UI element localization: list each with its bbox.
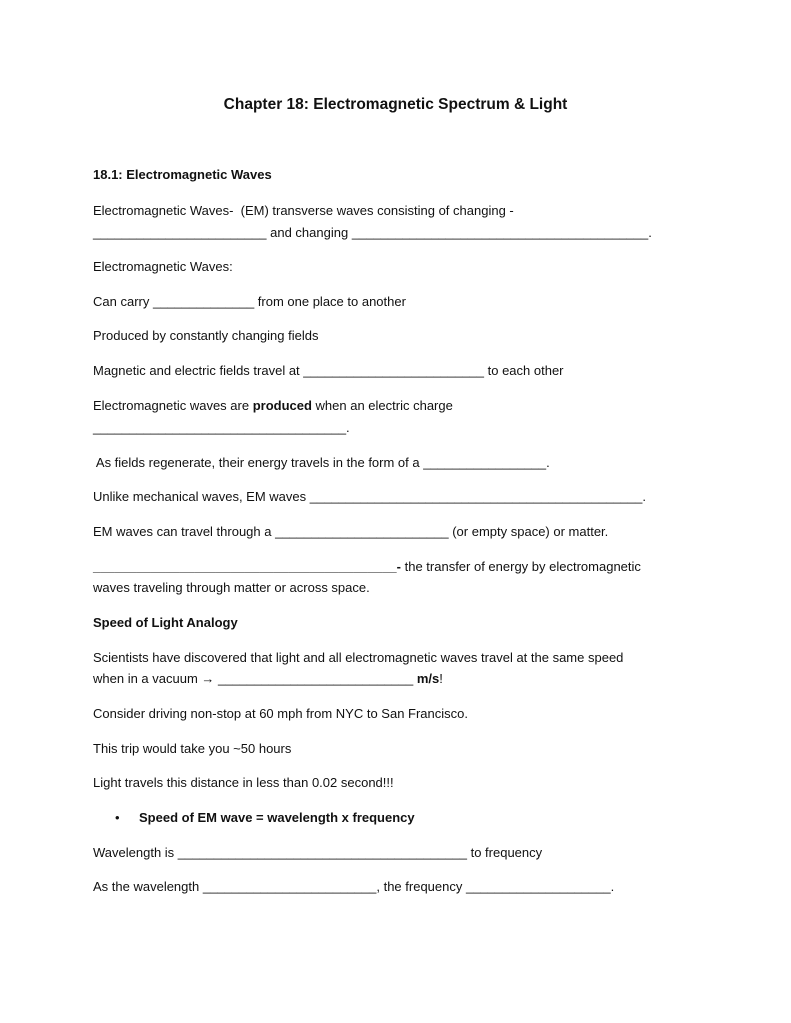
section-heading: 18.1: Electromagnetic Waves [93, 167, 272, 182]
blank-line: ________________________ and changing _________________________________________. [93, 225, 652, 240]
text-line: Light travels this distance in less than 0.02 second!!! [93, 775, 394, 790]
text-line: Consider driving non-stop at 60 mph from NYC to San Francisco. [93, 706, 469, 721]
text-span: ! [439, 671, 443, 686]
unit-label: m/s [416, 671, 440, 686]
text-line: Magnetic and electric fields travel at _________________________ to each other [93, 363, 564, 378]
text-line: Can carry ______________ from one place to another [93, 294, 406, 309]
text-span: the transfer of energy by electromagnetic [401, 559, 641, 574]
subheading: Speed of Light Analogy [93, 615, 238, 630]
text-line: waves traveling through matter or across space. [93, 580, 370, 595]
text-line [93, 398, 453, 414]
text-line: As the wavelength ________________________, the frequency ____________________. [93, 879, 615, 894]
text-line [93, 671, 443, 687]
page-title: Chapter 18: Electromagnetic Spectrum & Light [223, 96, 568, 113]
text-line: Unlike mechanical waves, EM waves ______________________________________________. [93, 489, 646, 504]
bold-word: produced [252, 398, 312, 413]
bold-blank: __________________________________________- [93, 559, 401, 574]
text-line: As fields regenerate, their energy travels in the form of a _________________. [93, 455, 550, 470]
text-line: This trip would take you ~50 hours [93, 741, 292, 756]
text-line: EM waves can travel through a ________________________ (or empty space) or matter. [93, 524, 609, 539]
bullet-item: Speed of EM wave = wavelength x frequency [139, 810, 415, 825]
text-line [93, 559, 641, 575]
text-span: when in a vacuum → ___________________________ [93, 671, 417, 686]
bullet-icon: • [115, 810, 120, 825]
text-span: Electromagnetic waves are [93, 398, 253, 413]
text-line: Electromagnetic Waves- (EM) transverse waves consisting of changing - [93, 203, 514, 218]
text-line: Produced by constantly changing fields [93, 328, 319, 343]
text-line: Scientists have discovered that light and all electromagnetic waves travel at the same speed [93, 650, 624, 665]
text-line: Wavelength is ________________________________________ to frequency [93, 845, 543, 860]
text-line: Electromagnetic Waves: [93, 259, 233, 274]
blank-line: ___________________________________. [93, 420, 350, 435]
text-span: when an electric charge [311, 398, 453, 413]
